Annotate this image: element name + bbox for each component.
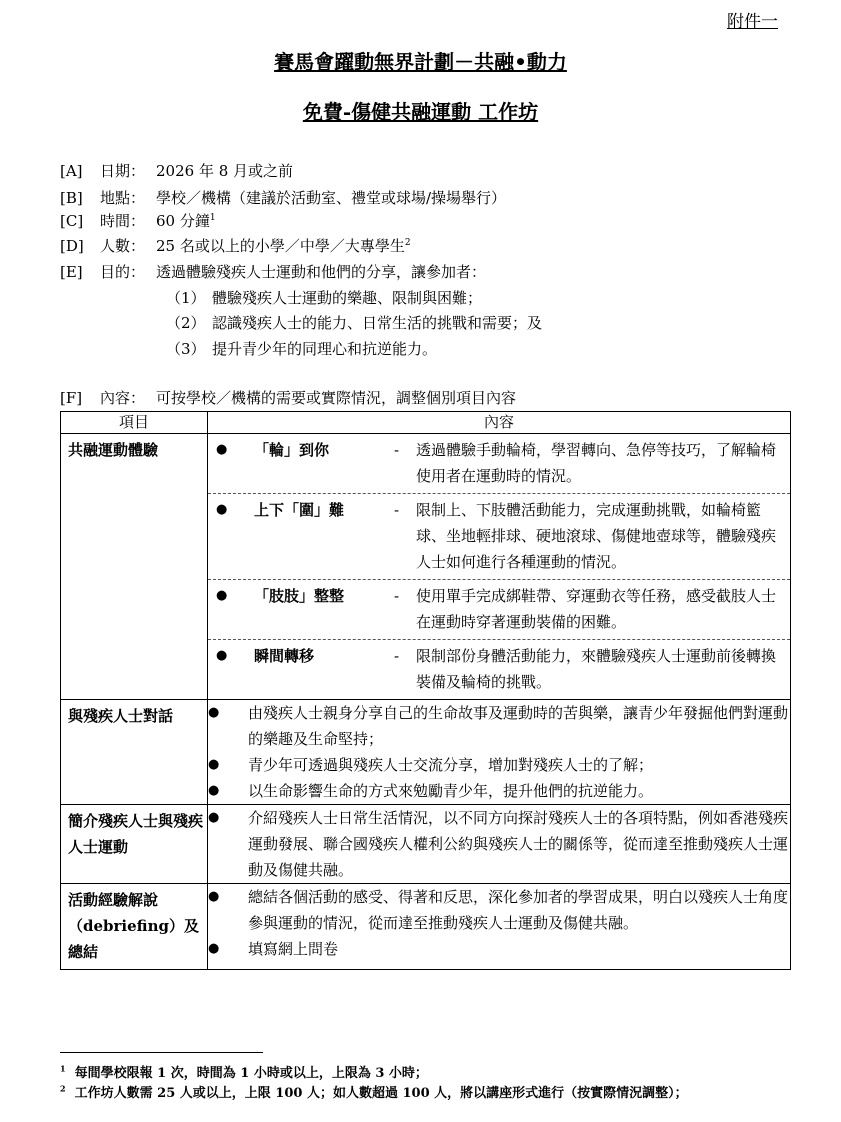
content-table xyxy=(60,411,791,970)
activity-desc: 使用單手完成綁鞋帶、穿運動衣等任務，感受截肢人士在運動時穿著運動裝備的困難。 xyxy=(416,587,777,631)
dash-separator: - xyxy=(394,647,400,665)
footnote-2: $^2$ 工作坊人數需 25 人或以上，上限 100 人；如人數超過 100 人，將以講座形式進行（按實際情況調整）； xyxy=(60,1083,688,1101)
footnote-ref-2: 2 xyxy=(404,238,411,248)
bullet-icon: ● xyxy=(216,588,228,603)
info-participants: [D] 人數： 25 名或以上的小學／中學／大專學生$^2$ xyxy=(60,237,411,255)
activity-desc: 透過體驗手動輪椅，學習轉向、急停等技巧，了解輪椅使用者在運動時的情況。 xyxy=(416,441,777,485)
row-content xyxy=(208,805,791,884)
info-objective: [E] 目的： 透過體驗殘疾人士運動和他們的分享，讓參加者： xyxy=(60,263,487,281)
page-title: 賽馬會躍動無界計劃－共融•動力 xyxy=(274,50,567,74)
row-content xyxy=(208,700,791,805)
bullet-icon: ● xyxy=(208,757,220,772)
row-category: 共融運動體驗 xyxy=(61,434,208,700)
info-venue: [B] 地點： 學校／機構（建議於活動室、禮堂或球場/操場舉行） xyxy=(60,189,507,207)
activity-row xyxy=(208,493,790,579)
activity-name: 瞬間轉移 xyxy=(254,647,315,665)
table-row xyxy=(61,805,791,884)
bullet-icon: ● xyxy=(216,648,228,663)
row-content xyxy=(208,434,791,700)
table-row xyxy=(61,884,791,970)
activity-row xyxy=(208,639,790,699)
activity-desc: 限制部份身體活動能力，來體驗殘疾人士運動前後轉換裝備及輪椅的挑戰。 xyxy=(416,647,777,691)
bullet-icon: ● xyxy=(208,705,220,720)
bullet-icon: ● xyxy=(208,810,220,825)
list-item: ● 介紹殘疾人士日常生活情況，以不同方向探討殘疾人士的各項特點，例如香港殘疾運動發展、聯合國殘疾人權利公約與殘疾人士的關係等，從而達至推動殘疾人士運動及傷健共融。 xyxy=(208,805,790,883)
list-item: ● 由殘疾人士親身分享自己的生命故事及運動時的苦與樂，讓青少年發掘他們對運動的樂趣及生命堅持； xyxy=(208,700,790,752)
dash-separator: - xyxy=(394,501,400,519)
footnote-ref-1: 1 xyxy=(209,213,216,223)
dash-separator: - xyxy=(394,587,400,605)
objective-item: （2） 認識殘疾人士的能力、日常生活的挑戰和需要；及 xyxy=(166,314,543,332)
footnote-1: $^1$ 每間學校限報 1 次，時間為 1 小時或以上，上限為 3 小時； xyxy=(60,1063,428,1081)
info-date: [A] 日期： 2026 年 8 月或之前 xyxy=(60,162,294,180)
objective-item: （1） 體驗殘疾人士運動的樂趣、限制與困難； xyxy=(166,289,483,307)
header-item: 項目 xyxy=(61,412,208,434)
info-time: [C] 時間： 60 分鐘$^1$ xyxy=(60,212,216,230)
list-item: ● 填寫網上問卷 xyxy=(208,936,790,962)
header-content: 內容 xyxy=(208,412,791,434)
bullet-icon: ● xyxy=(216,442,228,457)
list-item: ● 青少年可透過與殘疾人士交流分享，增加對殘疾人士的了解； xyxy=(208,752,790,778)
page-subtitle: 免費-傷健共融運動 工作坊 xyxy=(302,100,539,124)
activity-name: 「輪」到你 xyxy=(254,441,330,459)
annex-label: 附件一 xyxy=(727,12,778,32)
bullet-icon: ● xyxy=(216,502,228,517)
activity-name: 「肢肢」整整 xyxy=(254,587,345,605)
row-category: 活動經驗解說（debriefing）及總結 xyxy=(61,884,208,970)
dash-separator: - xyxy=(394,441,400,459)
table-row xyxy=(61,434,791,700)
row-category: 與殘疾人士對話 xyxy=(61,700,208,805)
objective-item: （3） 提升青少年的同理心和抗逆能力。 xyxy=(166,340,438,358)
list-item: ● 以生命影響生命的方式來勉勵青少年，提升他們的抗逆能力。 xyxy=(208,778,790,804)
bullet-icon: ● xyxy=(208,941,220,956)
table-row xyxy=(61,700,791,805)
row-category: 簡介殘疾人士與殘疾人士運動 xyxy=(61,805,208,884)
footnote-divider xyxy=(60,1052,263,1053)
activity-desc: 限制上、下肢體活動能力，完成運動挑戰，如輪椅籃球、坐地輕排球、硬地滾球、傷健地壺球等，體驗殘疾人士如何進行各種運動的情況。 xyxy=(416,501,777,571)
bullet-icon: ● xyxy=(208,783,220,798)
info-content: [F] 內容： 可按學校／機構的需要或實際情況，調整個別項目內容 xyxy=(60,389,517,407)
activity-name: 上下「圍」難 xyxy=(254,501,345,519)
bullet-icon: ● xyxy=(208,889,220,904)
activity-row xyxy=(208,434,790,493)
activity-row xyxy=(208,579,790,639)
list-item: ● 總結各個活動的感受、得著和反思，深化參加者的學習成果，明白以殘疾人士角度參與運動的情況，從而達至推動殘疾人士運動及傷健共融。 xyxy=(208,884,790,936)
table-header-row xyxy=(61,412,791,434)
row-content xyxy=(208,884,791,970)
